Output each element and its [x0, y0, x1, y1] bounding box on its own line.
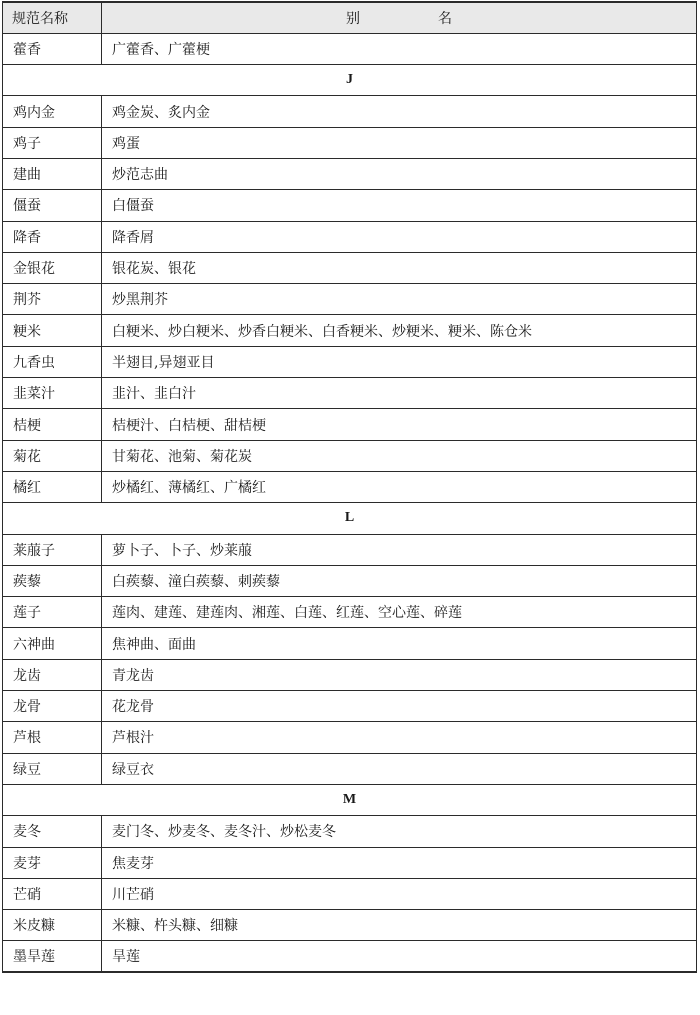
- table-row: [3, 221, 697, 252]
- alias-cell: 白蒺藜、潼白蒺藜、刺蒺藜: [102, 565, 697, 596]
- table-row: [3, 252, 697, 283]
- standard-name-cell: 龙骨: [3, 691, 102, 722]
- standard-name-cell: 鸡子: [3, 127, 102, 158]
- standard-name-cell: 菊花: [3, 440, 102, 471]
- table-row: [3, 471, 697, 502]
- alias-cell: 白僵蚕: [102, 190, 697, 221]
- alias-cell: 绿豆衣: [102, 753, 697, 784]
- standard-name-cell: 龙齿: [3, 659, 102, 690]
- alias-cell: 半翅目,异翅亚目: [102, 346, 697, 377]
- alias-cell: 麦门冬、炒麦冬、麦冬汁、炒松麦冬: [102, 816, 697, 847]
- standard-name-cell: 僵蚕: [3, 190, 102, 221]
- table-row: [3, 190, 697, 221]
- standard-name-cell: 桔梗: [3, 409, 102, 440]
- standard-name-cell: 莲子: [3, 597, 102, 628]
- standard-name-cell: 橘红: [3, 471, 102, 502]
- standard-name-cell: 麦冬: [3, 816, 102, 847]
- alias-cell: 炒范志曲: [102, 158, 697, 189]
- alias-cell: 旱莲: [102, 941, 697, 972]
- header-alias-char-1: 别: [346, 10, 360, 27]
- standard-name-cell: 墨旱莲: [3, 941, 102, 972]
- table-row: [3, 691, 697, 722]
- table-row: [3, 346, 697, 377]
- alias-cell: 韭汁、韭白汁: [102, 378, 697, 409]
- table-row: [3, 158, 697, 189]
- table-row: [3, 628, 697, 659]
- table-row: [3, 722, 697, 753]
- letter-section-row: [3, 503, 697, 534]
- herb-alias-table: [2, 1, 697, 973]
- alias-cell: 鸡金炭、炙内金: [102, 96, 697, 127]
- table-row: [3, 597, 697, 628]
- standard-name-cell: 莱菔子: [3, 534, 102, 565]
- header-alias-char-2: 名: [438, 10, 452, 27]
- standard-name-cell: 九香虫: [3, 346, 102, 377]
- table-row: [3, 33, 697, 64]
- standard-name-cell: 米皮糠: [3, 910, 102, 941]
- standard-name-cell: 芦根: [3, 722, 102, 753]
- standard-name-cell: 藿香: [3, 33, 102, 64]
- standard-name-cell: 降香: [3, 221, 102, 252]
- standard-name-cell: 绿豆: [3, 753, 102, 784]
- alias-cell: 莲肉、建莲、建莲肉、湘莲、白莲、红莲、空心莲、碎莲: [102, 597, 697, 628]
- table-row: [3, 816, 697, 847]
- table-row: [3, 440, 697, 471]
- standard-name-cell: 荆芥: [3, 284, 102, 315]
- letter-section-row: [3, 784, 697, 815]
- alias-cell: 降香屑: [102, 221, 697, 252]
- table-row: [3, 753, 697, 784]
- section-letter: M: [3, 784, 697, 815]
- alias-cell: 花龙骨: [102, 691, 697, 722]
- table-row: [3, 565, 697, 596]
- table-row: [3, 315, 697, 346]
- table-row: [3, 409, 697, 440]
- alias-cell: 银花炭、银花: [102, 252, 697, 283]
- standard-name-cell: 粳米: [3, 315, 102, 346]
- alias-cell: 甘菊花、池菊、菊花炭: [102, 440, 697, 471]
- table-row: [3, 910, 697, 941]
- alias-cell: 焦神曲、面曲: [102, 628, 697, 659]
- standard-name-cell: 韭菜汁: [3, 378, 102, 409]
- table-row: [3, 284, 697, 315]
- alias-cell: 炒橘红、薄橘红、广橘红: [102, 471, 697, 502]
- alias-cell: 桔梗汁、白桔梗、甜桔梗: [102, 409, 697, 440]
- alias-cell: 芦根汁: [102, 722, 697, 753]
- table-body: [3, 33, 697, 972]
- standard-name-cell: 芒硝: [3, 878, 102, 909]
- section-letter: L: [3, 503, 697, 534]
- alias-cell: 焦麦芽: [102, 847, 697, 878]
- header-alias: [102, 2, 697, 33]
- alias-cell: 鸡蛋: [102, 127, 697, 158]
- standard-name-cell: 麦芽: [3, 847, 102, 878]
- alias-cell: 萝卜子、卜子、炒莱菔: [102, 534, 697, 565]
- table-row: [3, 878, 697, 909]
- table-row: [3, 96, 697, 127]
- standard-name-cell: 建曲: [3, 158, 102, 189]
- alias-cell: 炒黑荆芥: [102, 284, 697, 315]
- table-header-row: [3, 2, 697, 33]
- alias-cell: 白粳米、炒白粳米、炒香白粳米、白香粳米、炒粳米、粳米、陈仓米: [102, 315, 697, 346]
- table-row: [3, 847, 697, 878]
- table-row: [3, 534, 697, 565]
- alias-cell: 广藿香、广藿梗: [102, 33, 697, 64]
- table-row: [3, 127, 697, 158]
- header-standard-name: 规范名称: [3, 2, 102, 33]
- table-row: [3, 659, 697, 690]
- standard-name-cell: 六神曲: [3, 628, 102, 659]
- section-letter: J: [3, 65, 697, 96]
- standard-name-cell: 蒺藜: [3, 565, 102, 596]
- standard-name-cell: 鸡内金: [3, 96, 102, 127]
- standard-name-cell: 金银花: [3, 252, 102, 283]
- table-row: [3, 941, 697, 972]
- alias-cell: 青龙齿: [102, 659, 697, 690]
- alias-cell: 米糠、杵头糠、细糠: [102, 910, 697, 941]
- letter-section-row: [3, 65, 697, 96]
- alias-cell: 川芒硝: [102, 878, 697, 909]
- table-row: [3, 378, 697, 409]
